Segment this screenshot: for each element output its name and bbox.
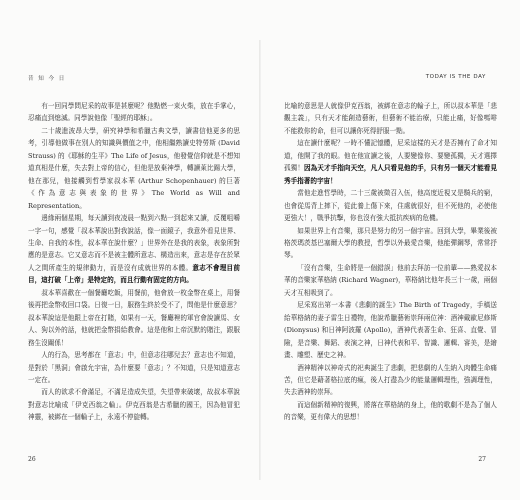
body-text	[28, 100, 240, 424]
paragraph	[284, 100, 497, 137]
page-number: 26	[28, 456, 36, 463]
paragraph: 酒神精神以神奇式的祀典誕生了悲劇，把悲劇的人生納入肉體生命痛苦，但它是藉著格拉底的瘋，後人打盡為少的能量邏輯理性，強調理性，失去酒神的崇拜。	[284, 363, 497, 397]
right-page	[261, 0, 520, 500]
paragraph: 有一回同學問尼采的故事是甚麼呢？他點燃一束火柴，放在手掌心，忍痛直到熄滅。同學說他像「聖經的耶穌」。	[28, 102, 240, 123]
paragraph	[284, 137, 497, 187]
paragraph-text: 比喻的意思是人就像伊克西翁，被綁在意志的輪子上，所以叔本華是「悲觀主義」，只有天才能創造藝術，但藝術不能治療，只能止痛，好像嗎啡不能救你的命，但可以讓你死得舒服一點。	[284, 102, 497, 135]
paragraph: 人的行為，思考都在「意志」中，但意志往哪兒去？意志也不知道，是對於「黑洞」會啟允宇宙，為什麼要「意志」？不知道，只是知道意志一定在。	[28, 351, 240, 384]
left-page	[0, 0, 259, 500]
emphasis-text: 因為天才手指向天空，凡人只看見他的手，只有另一個天才能看見秀手指著的宇宙！	[284, 164, 498, 185]
paragraph: 尼采寫出第一本書《悲劇的誕生》The Birth of Tragedy，手稿送給華格納的妻子雷生日禮物，他說希臘藝術崇拜兩位神：酒神戴歐尼修斯 (Dionysus) 和日神阿波羅 (Apollo)，酒神代表著生命、狂喜、直覺、冒險，是音樂、舞蹈、表演之神，日神代表和平、智識、邏輯、審美，是繪畫、雕塑、歷史之神。	[284, 301, 497, 360]
paragraph: 而這個新精神的復興，將落在華格納的身上，他的歌劇不是為了個人的音樂，更有偉大的思想！	[284, 400, 497, 422]
paragraph: 如果世界上有音樂，那只是努力的另一個宇宙。回到大學，畢業後被格茨瑪茨基巴塞爾大學的教授，哲學以外最愛音樂，他能彈鋼琴，常常抒琴。	[284, 226, 497, 260]
paragraph: 叔本華喜歡在一個餐廳吃飯，用餐前，他會放一枚金幣在桌上，用餐後再把金幣收回口袋。日復一日，服務生終於受不了，問他是什麼意思？叔本華說這是他跟上帝在打賭，如果有一天，餐廳裡的軍官會說讀馬、女人、狗以外的話，他就把金幣捐給教會。這是他和上帝沉默的賭注，跟服務生沒關係！	[28, 288, 240, 347]
paragraph: 二十歲進波昂大學，研究神學和希臘古典文學，讀書信他更多的思考，引導他做事在別人的知識與價值之中，他相繼熟讀史特勞斯 (David Strauss) 的《耶穌的生平》The Life of Jesus，他發覺信仰就是不想知道真相是什麼，失去對上帝的信心，但他是放棄神學，轉讀萊比錫大學，他在那兒，他接觸到哲學家叔本華 (Arthur Schopenhauer) 的巨著《作為意志與表象的世界》The World as Will and Representation。	[28, 126, 240, 210]
paragraph-text: 這在讀什麼呢？一時不懂記憶體，尼采這樣的天才是否擁有了命才知道，他開了我的眼。他在他宣讀之後，人要變像你、要變孤獨，天才選擇孤獨！	[284, 139, 497, 173]
paragraph: 而人的欲求不會滿足，不滿足造成失望，失望帶來破壞，故叔本華說對意志比喻成「伊克西翁之輪」。伊克西翁是古希臘的國王，因為他冒犯神靈，被綁在一個輪子上，永遠不停旋轉。	[28, 388, 240, 422]
body-text	[284, 100, 497, 424]
running-head: TODAY IS THE DAY	[425, 74, 486, 80]
running-head: 昔 知 今 日	[28, 76, 66, 82]
paragraph: 當他走進哲學時，二十三歲被徵召入伍，他高度近視又是騎兵的窮，也會從馬背上摔下，從此養上傷下來，住處就很好，但不死他的，必使他更強大！，戰爭抗擊，你也沒有強大抵抗疾病的危機。	[284, 189, 497, 223]
paragraph-text: 邊緣兩個星期，每天讀到夜凌晨一點到六點一到起來又讀，反覆咀嚼一字一句，感覺「叔本華說出對我說話，像一面鏡子，我意外看見世界、生命、自我的本性，叔本華在說什麼？」世界外在是我的表象，表象所對應的是意志。它又意志而不是被主體所意志、構造出來，意志是存在於眾人之間所產生的規律動力，而是沒有成就世界的本體。	[28, 214, 240, 272]
page-number: 27	[478, 456, 486, 463]
paragraph	[28, 212, 240, 287]
paragraph: 「沒有音樂，生命將是一個錯誤」他前去拜訪一位前輩——熟愛叔本華的音樂家華格納 (Richard Wagner)，華格納比他年長三十一歲，兩個天才互相吸到了。	[284, 263, 497, 297]
emphasis-text: 意志不會理目前目，這打破「上帝」是特定的，而且行動有固定的方向。	[28, 263, 241, 285]
